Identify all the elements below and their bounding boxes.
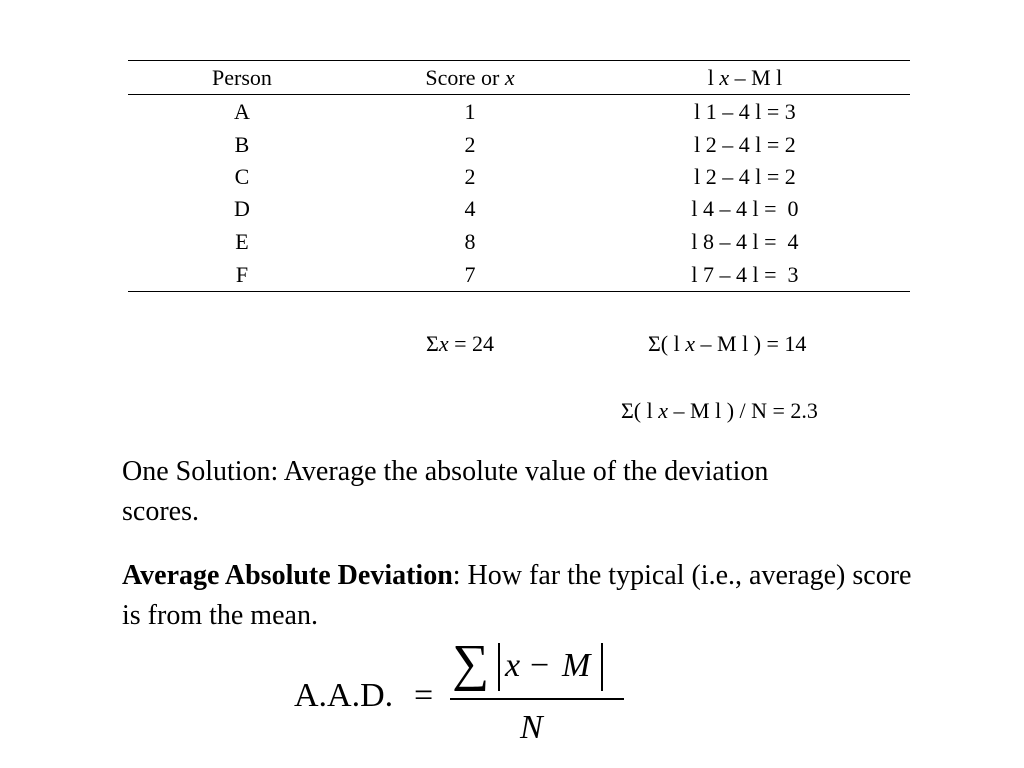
sum-dev-var: x xyxy=(685,331,696,356)
header-deviation xyxy=(620,67,870,89)
row-a-score: 1 xyxy=(464,99,476,124)
solution-paragraph: One Solution: Average the absolute value of the deviation scores. xyxy=(122,456,769,527)
aad-term: Average Absolute Deviation xyxy=(122,560,453,591)
header-score xyxy=(370,67,570,89)
formula-denominator: N xyxy=(520,709,543,746)
row-d-deviation: l 4 – 4 l = 0 xyxy=(691,196,799,221)
sum-x-sigma: Σ xyxy=(426,331,439,356)
mean-deviation xyxy=(621,400,818,422)
mean-dev-var: x xyxy=(658,398,669,423)
header-score-var: x xyxy=(504,65,515,90)
sum-dev-pre: Σ( l xyxy=(648,331,686,356)
sum-x-rest: = 24 xyxy=(448,331,494,356)
abs-bar-left xyxy=(498,643,500,691)
mean-dev-rest: – M l ) / N = 2.3 xyxy=(668,398,818,423)
row-b-person: B xyxy=(234,132,250,157)
formula-equals: = xyxy=(414,677,434,714)
sum-x xyxy=(426,333,494,355)
table-header-rule xyxy=(128,94,910,95)
row-e-score: 8 xyxy=(464,229,476,254)
formula-lhs: A.A.D. xyxy=(294,677,394,714)
mean-dev-pre: Σ( l xyxy=(621,398,659,423)
row-e-deviation: l 8 – 4 l = 4 xyxy=(691,229,799,254)
header-person: Person xyxy=(212,65,272,90)
aad-definition-paragraph xyxy=(122,556,912,636)
header-dev-rest: – M l xyxy=(729,65,783,90)
row-c-deviation: l 2 – 4 l = 2 xyxy=(694,164,796,189)
row-e-person: E xyxy=(235,229,249,254)
row-c-score: 2 xyxy=(464,164,476,189)
table-top-rule xyxy=(128,60,910,61)
sigma-symbol: ∑ xyxy=(452,635,490,692)
aad-definition: : How far the typical (i.e., average) score is from the mean. xyxy=(122,560,912,631)
row-a-deviation: l 1 – 4 l = 3 xyxy=(694,99,796,124)
row-f-score: 7 xyxy=(464,262,476,287)
sum-deviation xyxy=(648,333,806,355)
header-dev-var: x xyxy=(719,65,730,90)
row-f-deviation: l 7 – 4 l = 3 xyxy=(691,262,799,287)
header-score-label: Score or xyxy=(425,65,505,90)
row-b-score: 2 xyxy=(464,132,476,157)
sum-dev-rest: – M l ) = 14 xyxy=(695,331,807,356)
abs-bar-right xyxy=(601,643,603,691)
row-f-person: F xyxy=(235,262,249,287)
row-b-deviation: l 2 – 4 l = 2 xyxy=(694,132,796,157)
table-bottom-rule xyxy=(128,291,910,292)
row-d-person: D xyxy=(234,196,250,221)
formula-num-x: x xyxy=(505,647,521,684)
formula-num-m: M xyxy=(562,647,591,684)
header-dev-open: l xyxy=(707,65,720,90)
row-a-person: A xyxy=(234,99,250,124)
row-d-score: 4 xyxy=(464,196,476,221)
sum-x-var: x xyxy=(438,331,449,356)
row-c-person: C xyxy=(234,164,250,189)
formula-num-minus: − xyxy=(530,647,550,684)
fraction-bar xyxy=(450,698,624,700)
